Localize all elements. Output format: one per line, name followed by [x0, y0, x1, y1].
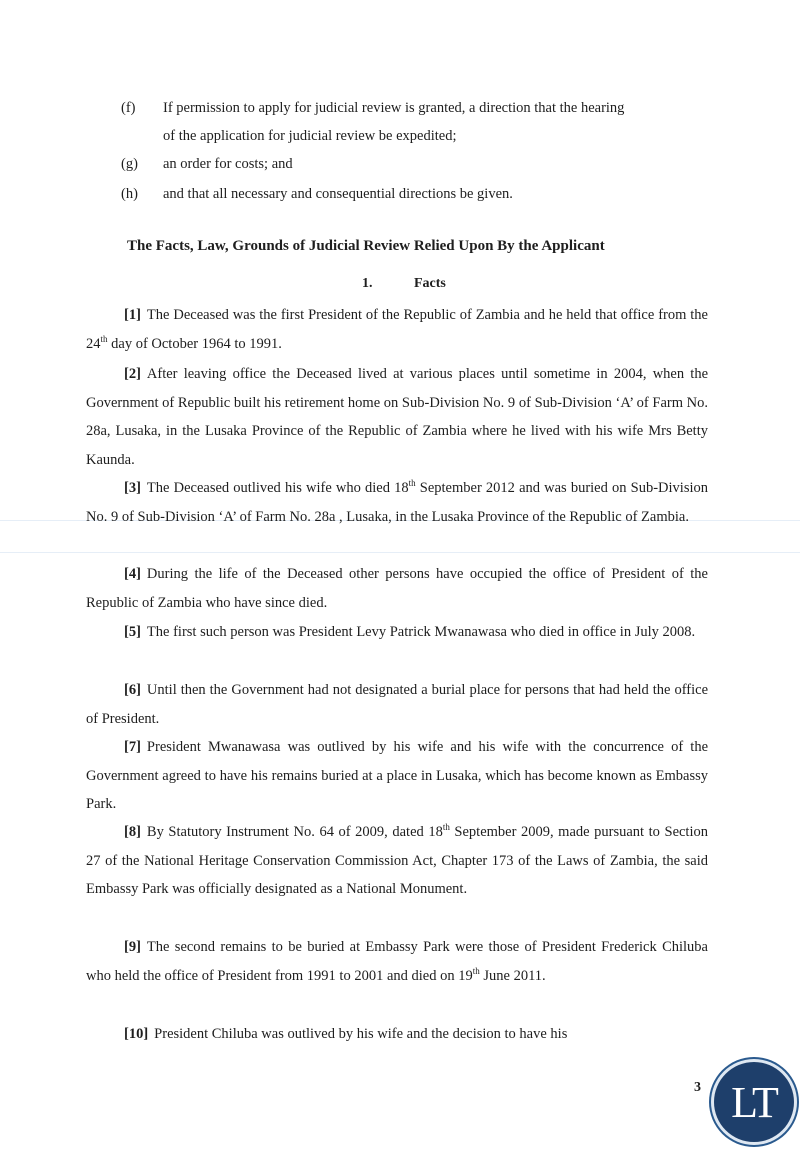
- paragraph-number: [10]: [124, 1026, 149, 1042]
- paragraph: [86, 1020, 708, 1049]
- paragraph: [86, 733, 708, 819]
- paragraph-number: [7]: [124, 739, 141, 755]
- paragraph-text: During the life of the Deceased other persons have occupied the office of President of the Republic of Zambia who have since died.: [86, 566, 708, 611]
- paragraph-text: The Deceased was the first President of the Republic of Zambia and he held that office from the 24: [86, 307, 708, 352]
- paragraph-text: The Deceased outlived his wife who died 18: [146, 480, 409, 496]
- subheading-number: 1.: [362, 276, 373, 291]
- paragraph-text: President Mwanawasa was outlived by his wife and his wife with the concurrence of the Government agreed to have his remains buried at a place in Lusaka, which has become known as Embassy Park.: [86, 739, 708, 812]
- list-text-line: If permission to apply for judicial review is granted, a direction that the hearing: [163, 100, 625, 116]
- paragraph-text: September 2012 and was buried on Sub-Division No. 9 of Sub-Division ‘A’ of Farm No. 28a , Lusaka, in the Lusaka Province of the Republic of Zambia.: [86, 480, 708, 525]
- list-marker: (g): [121, 156, 138, 172]
- paragraph-text: Until then the Government had not designated a burial place for persons that had held the office of President.: [86, 682, 708, 727]
- list-text-line: an order for costs; and: [163, 156, 293, 172]
- paragraph-text: day of October 1964 to 1991.: [107, 335, 282, 352]
- paragraph-number: [8]: [124, 824, 141, 840]
- paragraph: [86, 474, 708, 531]
- paragraph-text: After leaving office the Deceased lived at various places until sometime in 2004, when the Government of Republic built his retirement home on Sub-Division No. 9 of Sub-Division ‘A’ of Farm No. 28a, Lusaka, in the Lusaka Province of the Republic of Zambia where he lived with his wife Mrs Betty Kaunda.: [86, 366, 708, 468]
- ordinal-suffix: th: [100, 333, 108, 344]
- ordinal-suffix: th: [408, 478, 416, 489]
- paragraph: [86, 618, 708, 647]
- paragraph: [86, 933, 708, 990]
- paragraph-number: [6]: [124, 682, 141, 698]
- paragraph: [86, 818, 708, 904]
- paragraph: [86, 301, 708, 358]
- subheading-title: Facts: [414, 276, 446, 291]
- ordinal-suffix: th: [472, 965, 480, 976]
- paragraph-text: The first such person was President Levy Patrick Mwanawasa who died in office in July 2008.: [146, 624, 696, 640]
- paragraph: [86, 676, 708, 733]
- lusaka-times-logo: [714, 1062, 794, 1142]
- section-heading: The Facts, Law, Grounds of Judicial Review Relied Upon By the Applicant: [127, 238, 605, 254]
- paragraph-text: September 2009, made pursuant to Section 27 of the National Heritage Conservation Commission Act, Chapter 173 of the Laws of Zambia, the said Embassy Park was officially designated as a National Monument.: [86, 824, 708, 897]
- paragraph-number: [9]: [124, 939, 141, 955]
- scan-artifact: [0, 552, 800, 553]
- ordinal-suffix: th: [442, 822, 450, 833]
- paragraph-text: President Chiluba was outlived by his wife and the decision to have his: [154, 1026, 568, 1042]
- paragraph-text: By Statutory Instrument No. 64 of 2009, dated 18: [146, 824, 443, 840]
- list-text-line: of the application for judicial review be expedited;: [163, 128, 457, 144]
- list-marker: (f): [121, 100, 136, 116]
- paragraph-text: June 2011.: [479, 967, 546, 984]
- paragraph: [86, 360, 708, 474]
- paragraph: [86, 560, 708, 617]
- paragraph-number: [1]: [124, 307, 141, 323]
- paragraph-number: [3]: [124, 480, 141, 496]
- paragraph-number: [5]: [124, 624, 141, 640]
- paragraph-number: [2]: [124, 366, 141, 382]
- list-text-line: and that all necessary and consequential directions be given.: [163, 186, 513, 202]
- logo-text: LT: [731, 1077, 777, 1127]
- paragraph-text: The second remains to be buried at Embassy Park were those of President Frederick Chiluba who held the office of President from 1991 to 2001 and died on 19: [86, 939, 708, 984]
- paragraph-number: [4]: [124, 566, 141, 582]
- list-marker: (h): [121, 186, 138, 202]
- section-subheading: [362, 276, 446, 292]
- page-number: 3: [694, 1080, 701, 1095]
